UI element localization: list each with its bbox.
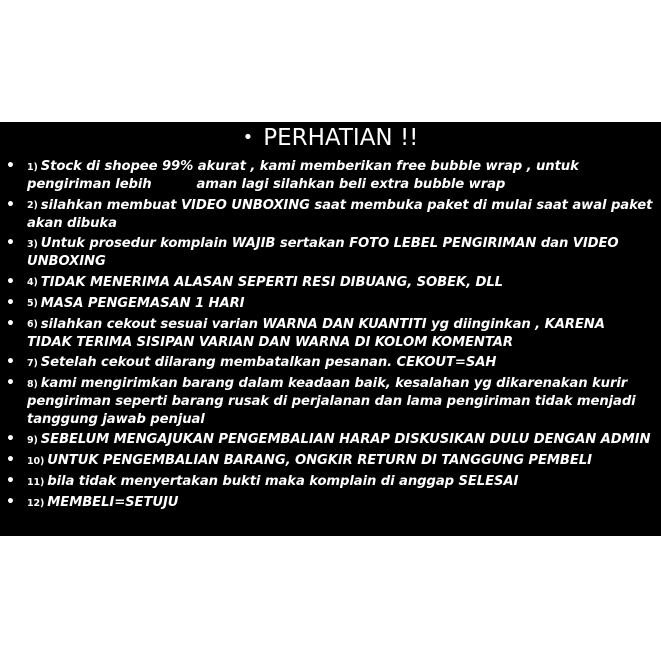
- rule-text: kami mengirimkan barang dalam keadaan baik, kesalahan yg dikarenakan kurir pengiriman seperti barang rusak di perjalanan dan lama pengiriman tidak menjadi tanggung jawab penjual: [27, 376, 641, 427]
- bullet-icon: •: [6, 452, 15, 468]
- rules-list: [0, 158, 661, 515]
- rule-text: silahkan membuat VIDEO UNBOXING saat membuka paket di mulai saat awal paket akan dibuka: [27, 197, 657, 231]
- rule-number: 5): [27, 298, 38, 309]
- rule-item: [0, 431, 661, 449]
- rule-text: MEMBELI=SETUJU: [47, 495, 179, 510]
- rule-number: 10): [27, 455, 45, 467]
- rule-text: Setelah cekout dilarang membatalkan pesanan. CEKOUT=SAH: [40, 355, 497, 370]
- rule-item: [0, 354, 661, 372]
- bullet-icon: •: [6, 315, 15, 332]
- rule-item: [0, 274, 661, 292]
- rule-item: [0, 473, 661, 491]
- rule-item: [0, 158, 661, 194]
- bullet-icon: •: [6, 235, 15, 251]
- rule-text: TIDAK MENERIMA ALASAN SEPERTI RESI DIBUANG, SOBEK, DLL: [40, 274, 503, 290]
- rule-text: UNTUK PENGEMBALIAN BARANG, ONGKIR RETURN DI TANGGUNG PEMBELI: [47, 453, 592, 468]
- rule-number: 11): [27, 476, 45, 488]
- bullet-icon: •: [6, 354, 15, 370]
- bullet-icon: •: [6, 196, 15, 213]
- bullet-icon: •: [6, 375, 15, 391]
- rule-text: Stock di shopee 99% akurat , kami memberikan free bubble wrap , untuk pengiriman lebih aman lagi silahkan beli extra bubble wrap: [27, 159, 584, 192]
- rule-item: [0, 197, 661, 233]
- rule-number: 8): [27, 378, 38, 390]
- rule-text: MASA PENGEMASAN 1 HARI: [40, 295, 245, 311]
- rule-item: [0, 452, 661, 470]
- notice-title: PERHATIAN !!: [263, 125, 419, 151]
- rule-number: 12): [27, 497, 45, 509]
- rule-number: 7): [27, 357, 38, 369]
- rule-item: [0, 494, 661, 512]
- rule-text: Untuk prosedur komplain WAJIB sertakan FOTO LEBEL PENGIRIMAN dan VIDEO UNBOXING: [27, 236, 624, 269]
- rule-item: [0, 235, 661, 271]
- bullet-icon: •: [6, 494, 15, 510]
- rule-number: 2): [27, 200, 38, 211]
- rule-text: silahkan cekout sesuai varian WARNA DAN KUANTITI yg diinginkan , KARENA TIDAK TERIMA SISIPAN VARIAN DAN WARNA DI KOLOM KOMENTAR: [27, 316, 610, 350]
- bullet-icon: •: [6, 431, 15, 447]
- rule-number: 6): [27, 319, 38, 330]
- bullet-icon: •: [242, 127, 254, 148]
- bullet-icon: •: [6, 158, 15, 174]
- notice-header: [0, 124, 661, 152]
- bullet-icon: •: [6, 273, 15, 290]
- rule-number: 4): [27, 277, 38, 288]
- rule-number: 3): [27, 238, 38, 250]
- bullet-icon: •: [6, 473, 15, 489]
- rule-item: [0, 375, 661, 428]
- bullet-icon: •: [6, 294, 15, 311]
- rule-number: 1): [27, 161, 38, 173]
- rule-item: [0, 295, 661, 313]
- rule-number: 9): [27, 434, 38, 446]
- rule-text: SEBELUM MENGAJUKAN PENGEMBALIAN HARAP DISKUSIKAN DULU DENGAN ADMIN: [40, 432, 651, 447]
- rule-text: bila tidak menyertakan bukti maka komplain di anggap SELESAI: [47, 474, 519, 489]
- notice-panel: [0, 122, 661, 536]
- rule-item: [0, 316, 661, 352]
